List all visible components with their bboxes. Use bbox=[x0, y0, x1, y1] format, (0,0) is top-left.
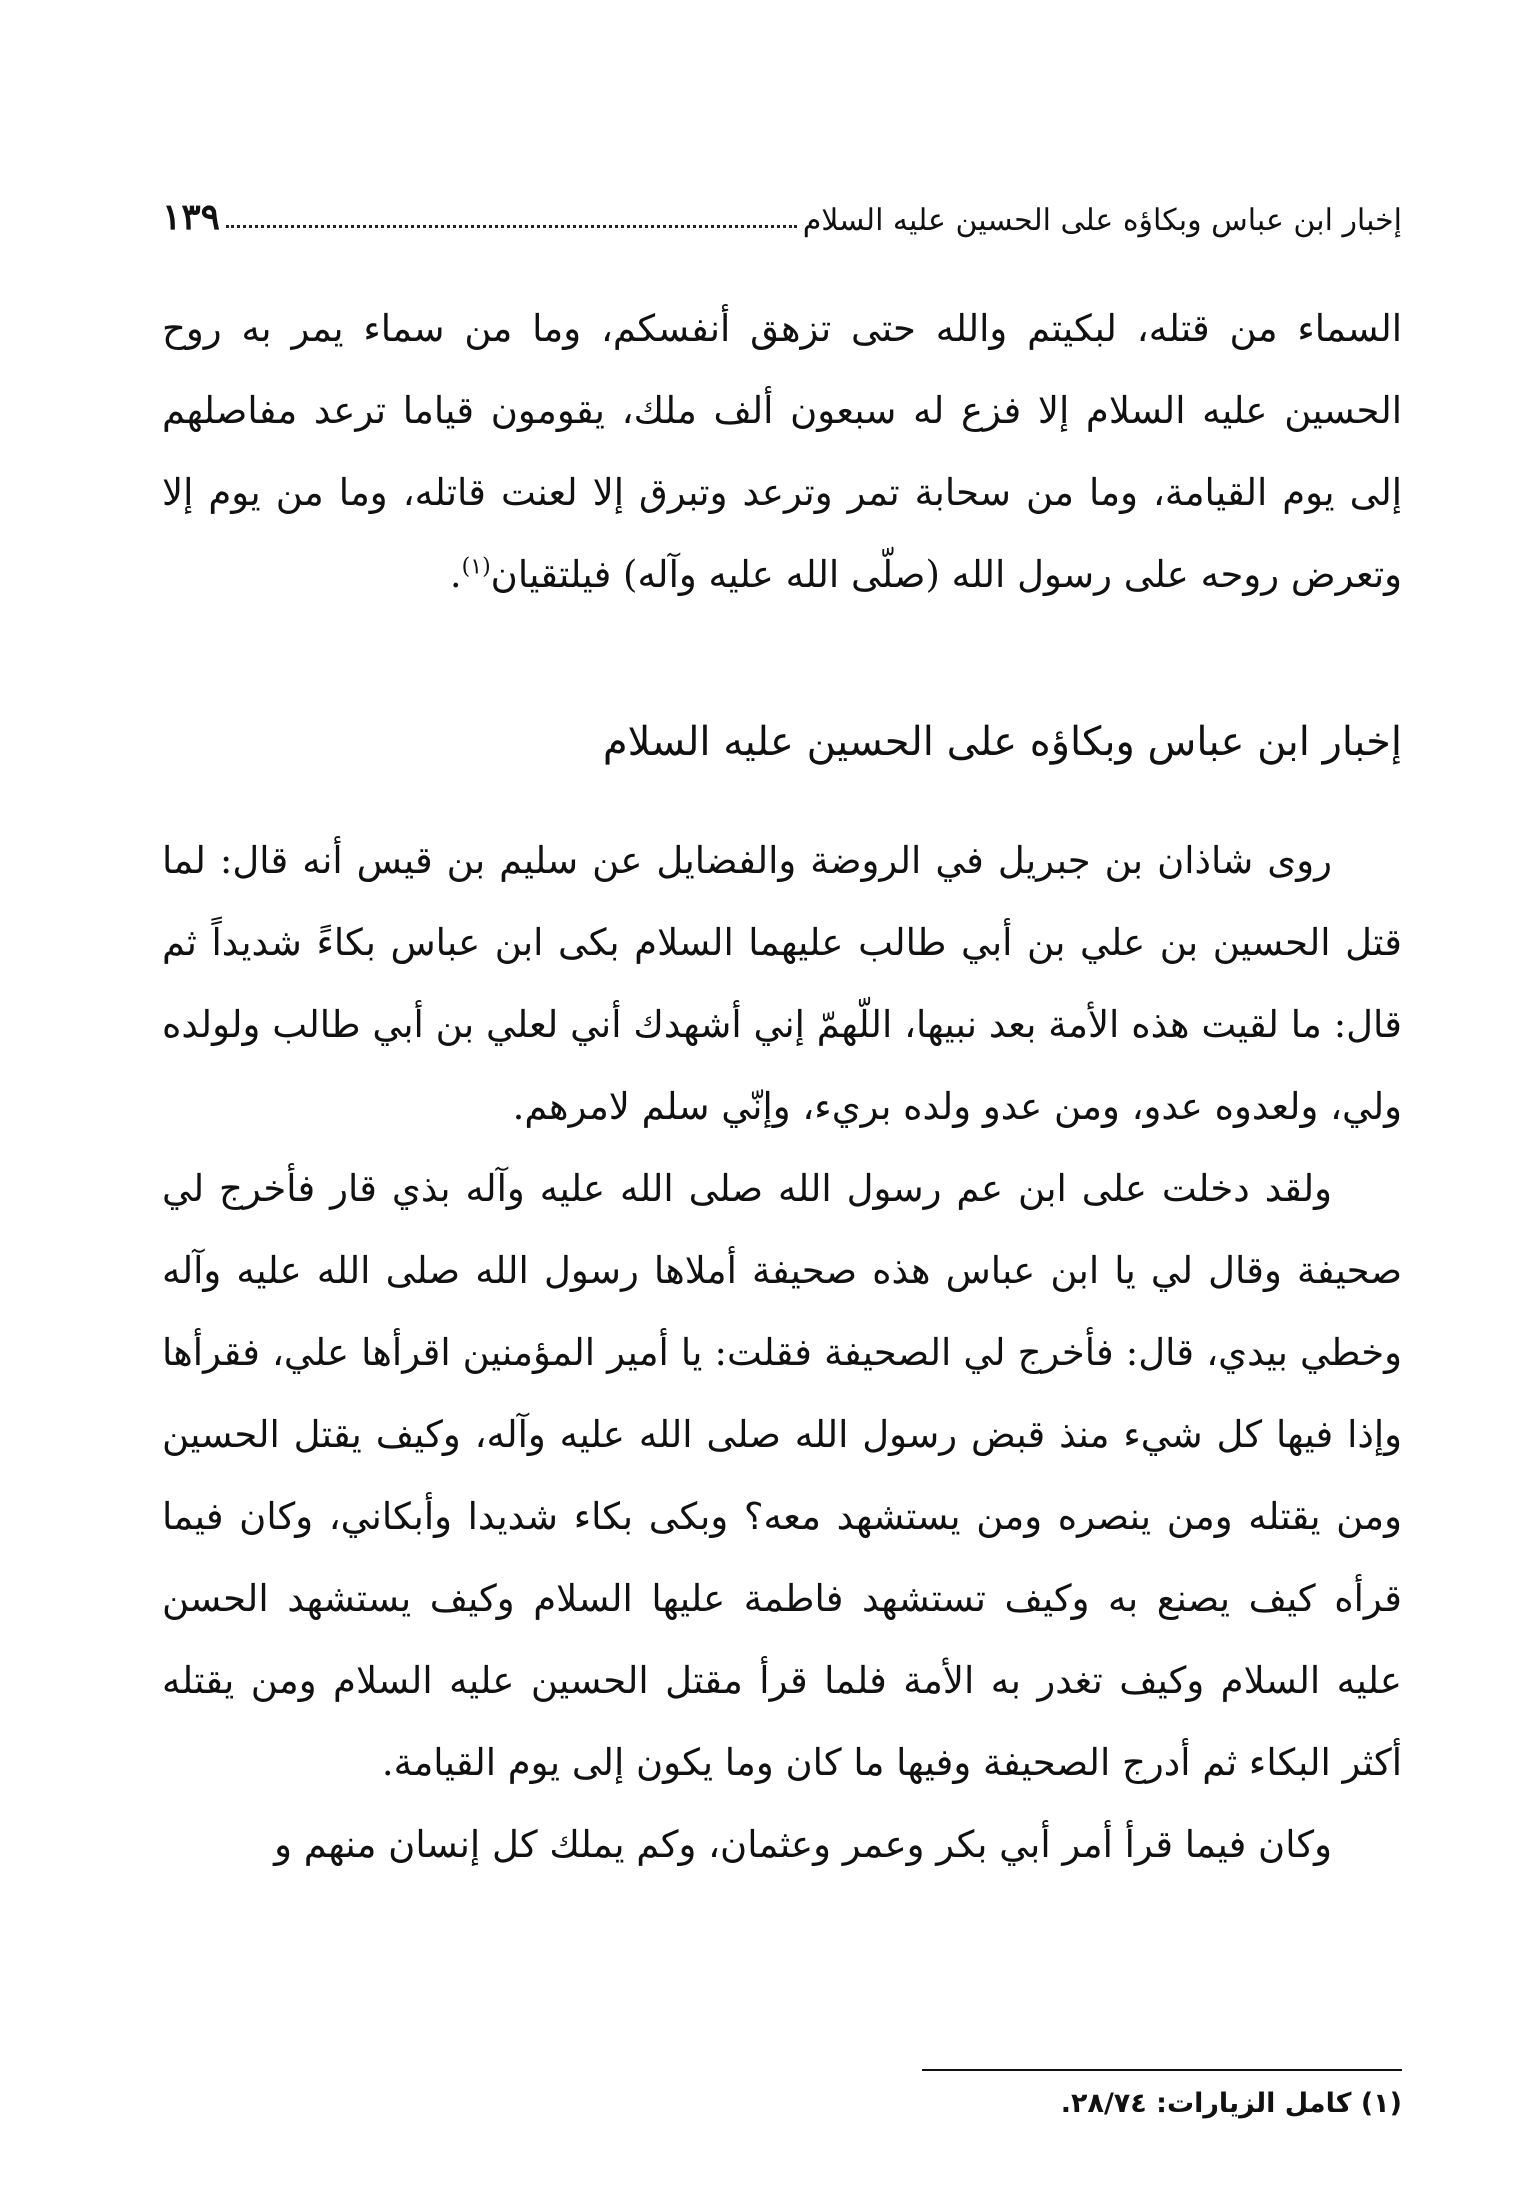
paragraph: ولقد دخلت على ابن عم رسول الله صلى الله عليه وآله بذي قار فأخرج لي صحيفة وقال لي يا ابن عباس هذه صحيفة أملاها رسول الله صلى الله عليه وآله وخطي بيدي، قال: فأخرج لي الصحيفة فقلت: يا أمير المؤمنين اقرأها علي، فقرأها وإذا فيها كل شيء منذ قبض رسول الله صلى الله عليه وآله، وكيف يقتل الحسين ومن يقتله ومن ينصره ومن يستشهد معه؟ وبكى بكاء شديدا وأبكاني، وكان فيما قرأه كيف يصنع به وكيف تستشهد فاطمة عليها السلام وكيف يستشهد الحسن عليه السلام وكيف تغدر به الأمة فلما قرأ مقتل الحسين عليه السلام ومن يقتله أكثر البكاء ثم أدرج الصحيفة وفيها ما كان وما يكون إلى يوم القيامة. bbox=[162, 1167, 1402, 1784]
continuation-text: السماء من قتله، لبكيتم والله حتى تزهق أنفسكم، وما من سماء يمر به روح الحسين عليه السلام إلا فزع له سبعون ألف ملك، يقومون قياما ترعد مفاصلهم إلى يوم القيامة، وما من سحابة تمر وترعد وتبرق إلا لعنت قاتله، وما من يوم إلا وتعرض روحه على رسول الله (صلّى الله عليه وآله) فيلتقيان bbox=[162, 307, 1402, 596]
footnote bbox=[162, 2084, 1402, 2124]
footnote-text: كامل الزيارات: ٢٨/٧٤. bbox=[1060, 2088, 1352, 2119]
running-header bbox=[162, 178, 1402, 238]
footnote-divider bbox=[922, 2069, 1402, 2071]
continuation-paragraph bbox=[162, 288, 1402, 616]
footnote-reference: (١) bbox=[461, 554, 491, 580]
header-dot-leader bbox=[226, 224, 797, 228]
continuation-end: . bbox=[449, 553, 462, 596]
paragraph: وكان فيما قرأ أمر أبي بكر وعمر وعثمان، وكم يملك كل إنسان منهم و bbox=[274, 1823, 1332, 1866]
section-heading: إخبار ابن عباس وبكاؤه على الحسين عليه السلام bbox=[602, 719, 1402, 765]
page-number: ١٣٩ bbox=[162, 196, 221, 238]
continuation-block bbox=[162, 288, 1402, 616]
section-body bbox=[162, 820, 1402, 1886]
footnote-marker: (١) bbox=[1360, 2088, 1402, 2119]
paragraph: روى شاذان بن جبريل في الروضة والفضايل عن سليم بن قيس أنه قال: لما قتل الحسين بن علي بن أبي طالب عليهما السلام بكى ابن عباس بكاءً شديداً ثم قال: ما لقيت هذه الأمة بعد نبيها، اللّهمّ إني أشهدك أني لعلي بن أبي طالب ولولده ولي، ولعدوه عدو، ومن عدو ولده بريء، وإنّي سلم لامرهم. bbox=[162, 839, 1402, 1128]
running-header-title: إخبار ابن عباس وبكاؤه على الحسين عليه السلام bbox=[802, 203, 1402, 238]
